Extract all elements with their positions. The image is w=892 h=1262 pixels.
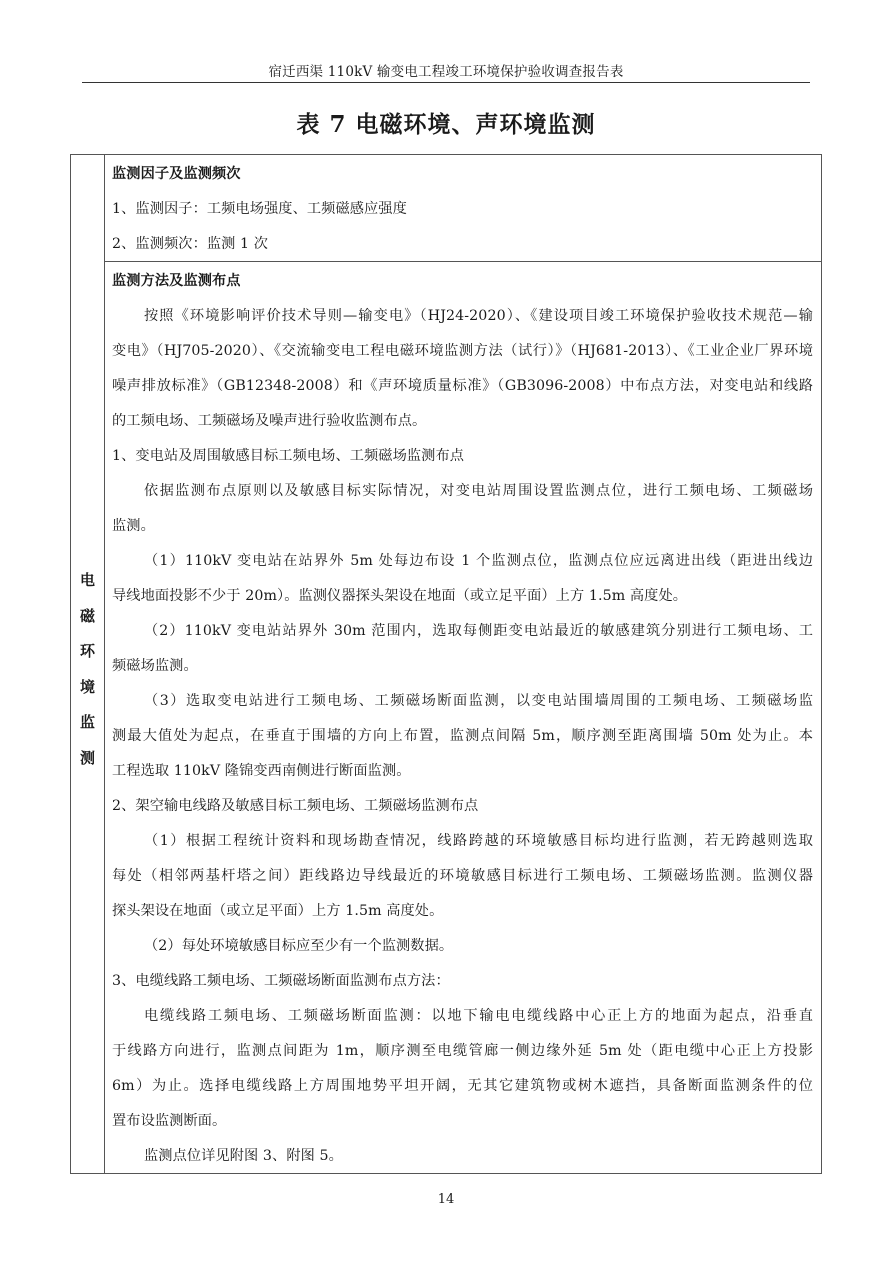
paragraph-line: 监测点位详见附图 3、附图 5。	[144, 1148, 343, 1164]
paragraph-line: 于线路方向进行，监测点间距为 1m，顺序测至电缆管廊一侧边缘外延 5m 处（距电缆中心正上方投影	[112, 1043, 813, 1059]
paragraph-line: 导线地面投影不少于 20m）。监测仪器探头架设在地面（或立足平面）上方 1.5m 高度处。	[112, 588, 688, 604]
paragraph-line: 1、变电站及周围敏感目标工频电场、工频磁场监测布点	[112, 448, 465, 464]
section-monitoring-methods	[104, 262, 821, 1173]
side-column	[71, 155, 105, 1173]
paragraph-line: （3）选取变电站进行工频电场、工频磁场断面监测，以变电站围墙周围的工频电场、工频磁场监	[144, 693, 813, 709]
paragraph-line: 频磁场监测。	[112, 658, 198, 674]
paragraph-line: 每处（相邻两基杆塔之间）距线路边导线最近的环境敏感目标进行工频电场、工频磁场监测。监测仪器	[112, 868, 813, 884]
side-char: 环	[79, 642, 95, 660]
paragraph-line: 电缆线路工频电场、工频磁场断面监测：以地下输电电缆线路中心正上方的地面为起点，沿垂直	[144, 1008, 813, 1024]
side-label	[71, 563, 104, 776]
paragraph-line: 置布设监测断面。	[112, 1113, 227, 1129]
paragraph-line: 的工频电场、工频磁场及噪声进行验收监测布点。	[112, 413, 427, 429]
paragraph-line: 测最大值处为起点，在垂直于围墙的方向上布置，监测点间隔 5m，顺序测至距离围墙 50m 处为止。本	[112, 728, 813, 744]
paragraph-line: 6m）为止。选择电缆线路上方周围地势平坦开阔，无其它建筑物或树木遮挡，具备断面监测条件的位	[112, 1078, 813, 1094]
page-number: 14	[437, 1192, 455, 1207]
side-char: 磁	[79, 606, 95, 625]
section-heading: 监测因子及监测频次	[112, 166, 241, 182]
side-char: 境	[79, 677, 95, 696]
paragraph-line: 2、架空输电线路及敏感目标工频电场、工频磁场监测布点	[112, 798, 479, 814]
paragraph-line: （1）根据工程统计资料和现场勘查情况，线路跨越的环境敏感目标均进行监测，若无跨越则选取	[144, 833, 813, 849]
paragraph-line: 噪声排放标准》（GB12348-2008）和《声环境质量标准》（GB3096-2008）中布点方法，对变电站和线路	[112, 378, 813, 394]
side-char: 测	[79, 748, 95, 767]
paragraph-line: 依据监测布点原则以及敏感目标实际情况，对变电站周围设置监测点位，进行工频电场、工频磁场	[144, 483, 813, 499]
paragraph-line: 按照《环境影响评价技术导则—输变电》（HJ24-2020）、《建设项目竣工环境保护验收技术规范—输	[144, 308, 813, 324]
side-char: 监	[79, 713, 95, 731]
section-heading: 监测方法及监测布点	[112, 273, 241, 289]
paragraph-line: （2）110kV 变电站站界外 30m 范围内，选取每侧距变电站最近的敏感建筑分别进行工频电场、工	[144, 623, 813, 639]
paragraph-line: 工程选取 110kV 隆锦变西南侧进行断面监测。	[112, 763, 411, 779]
side-char: 电	[79, 571, 95, 589]
paragraph-line: 3、电缆线路工频电场、工频磁场断面监测布点方法：	[112, 973, 450, 989]
paragraph-line: 变电》（HJ705-2020）、《交流输变电工程电磁环境监测方法（试行）》（HJ681-2013）、《工业企业厂界环境	[112, 343, 813, 359]
paragraph-line: 1、监测因子：工频电场强度、工频磁感应强度	[112, 201, 407, 217]
paragraph-line: 监测。	[112, 518, 155, 534]
running-header: 宿迁西渠 110kV 输变电工程竣工环境保护验收调查报告表	[268, 64, 624, 80]
section-monitoring-factors	[104, 155, 821, 262]
paragraph-line: （1）110kV 变电站在站界外 5m 处每边布设 1 个监测点位，监测点位应远离进出线（距进出线边	[144, 553, 813, 569]
paragraph-line: 探头架设在地面（或立足平面）上方 1.5m 高度处。	[112, 903, 444, 919]
paragraph-line: 2、监测频次：监测 1 次	[112, 236, 269, 252]
report-table	[70, 154, 822, 1174]
header-rule	[82, 82, 810, 83]
paragraph-line: （2）每处环境敏感目标应至少有一个监测数据。	[144, 938, 454, 954]
page-title: 表 7 电磁环境、声环境监测	[296, 111, 596, 138]
